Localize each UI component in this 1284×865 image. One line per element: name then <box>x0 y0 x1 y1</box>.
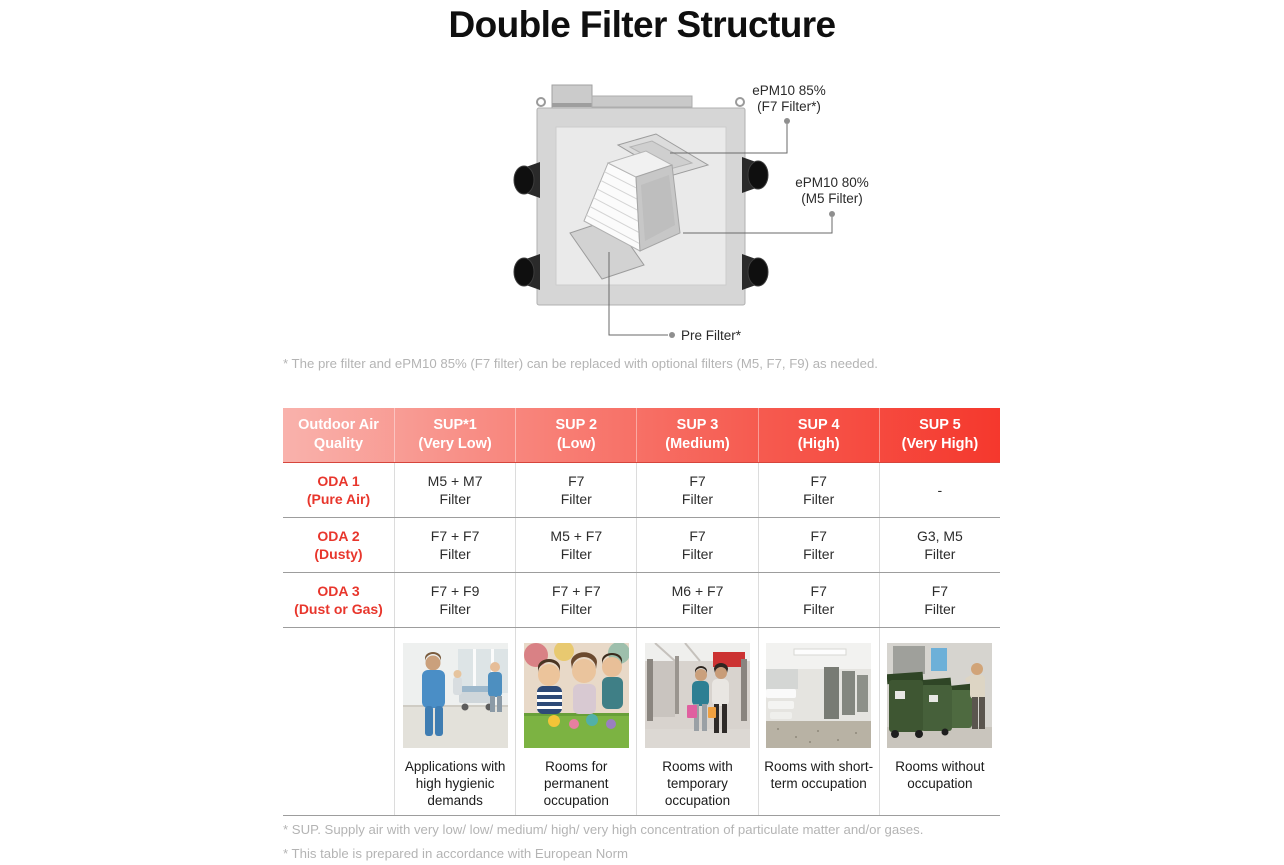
waste-area-photo <box>887 643 992 748</box>
image-caption: Rooms with short-term occupation <box>764 759 874 791</box>
callout-f7-filter <box>743 83 835 115</box>
callout-f7-line1: ePM10 85% <box>752 83 826 98</box>
callout-pre-label: Pre Filter* <box>681 328 742 343</box>
cell-oda3-sup4: F7 Filter <box>758 573 879 627</box>
image-cell-sup5 <box>879 628 1000 815</box>
duct-port-icon <box>742 254 768 290</box>
cell-oda1-sup4: F7 Filter <box>758 463 879 517</box>
callout-m5-line2: (M5 Filter) <box>801 191 863 207</box>
duct-port-icon <box>514 162 540 198</box>
row-label-oda1: ODA 1 (Pure Air) <box>306 472 371 507</box>
filter-selection-table <box>283 408 1000 816</box>
cell-oda2-sup5: G3, M5 Filter <box>879 518 1000 572</box>
footnotes <box>283 818 923 865</box>
page-title: Double Filter Structure <box>448 4 836 45</box>
image-cell-sup3 <box>636 628 757 815</box>
filter-replacement-note: * The pre filter and ePM10 85% (F7 filter) can be replaced with optional filters (M5, F7, F9) as needed. <box>283 356 878 371</box>
table-header-row <box>283 408 1000 463</box>
cell-oda1-sup2: F7 Filter <box>515 463 636 517</box>
cell-oda2-sup1: F7 + F7 Filter <box>394 518 515 572</box>
image-cell-sup4 <box>758 628 879 815</box>
callout-pre-filter <box>681 328 741 344</box>
cell-oda1-sup1: M5 + M7 Filter <box>394 463 515 517</box>
callout-m5-line1: ePM10 80% <box>795 175 869 190</box>
ventilation-unit-diagram <box>500 75 900 365</box>
image-caption: Rooms for permanent occupation <box>543 759 609 808</box>
image-cell-sup1 <box>394 628 515 815</box>
image-cell-empty <box>283 628 394 815</box>
duct-port-icon <box>514 254 540 290</box>
duct-port-icon <box>742 157 768 193</box>
col-header-sup3: SUP 3 (Medium) <box>636 408 757 462</box>
mall-photo <box>645 643 750 748</box>
image-caption: Applications with high hygienic demands <box>404 759 506 808</box>
cell-oda3-sup5: F7 Filter <box>879 573 1000 627</box>
row-label-oda2: ODA 2 (Dusty) <box>314 527 363 562</box>
col-header-sup5: SUP 5 (Very High) <box>879 408 1000 462</box>
cell-oda3-sup3: M6 + F7 Filter <box>636 573 757 627</box>
col-header-outdoor-air-quality: Outdoor Air Quality <box>298 417 379 452</box>
cell-oda3-sup2: F7 + F7 Filter <box>515 573 636 627</box>
top-rail <box>592 96 692 107</box>
table-image-row <box>283 628 1000 816</box>
callout-m5-filter <box>786 175 878 207</box>
table-row-oda1 <box>283 463 1000 518</box>
cell-oda2-sup4: F7 Filter <box>758 518 879 572</box>
col-header-sup4: SUP 4 (High) <box>758 408 879 462</box>
cell-oda3-sup1: F7 + F9 Filter <box>394 573 515 627</box>
footnote-norm: * This table is prepared in accordance with European Norm <box>283 845 629 861</box>
image-caption: Rooms without occupation <box>895 759 985 791</box>
mount-hook-icon <box>537 98 545 106</box>
callout-f7-line2: (F7 Filter*) <box>757 99 821 115</box>
col-header-sup1: SUP*1 (Very Low) <box>394 408 515 462</box>
cell-oda1-sup3: F7 Filter <box>636 463 757 517</box>
image-caption: Rooms with temporary occupation <box>662 759 733 808</box>
table-row-oda3 <box>283 573 1000 628</box>
cell-oda1-sup5: - <box>879 463 1000 517</box>
col-header-sup2: SUP 2 (Low) <box>515 408 636 462</box>
row-label-oda3: ODA 3 (Dust or Gas) <box>294 582 383 617</box>
table-row-oda2 <box>283 518 1000 573</box>
footnote-sup: * SUP. Supply air with very low/ low/ medium/ high/ very high concentration of particulate matter and/or gases. <box>283 822 924 837</box>
cell-oda2-sup2: M5 + F7 Filter <box>515 518 636 572</box>
restroom-photo <box>766 643 871 748</box>
image-cell-sup2 <box>515 628 636 815</box>
electrical-box-edge <box>552 103 592 107</box>
cell-oda2-sup3: F7 Filter <box>636 518 757 572</box>
kids-room-photo <box>524 643 629 748</box>
hospital-photo <box>403 643 508 748</box>
